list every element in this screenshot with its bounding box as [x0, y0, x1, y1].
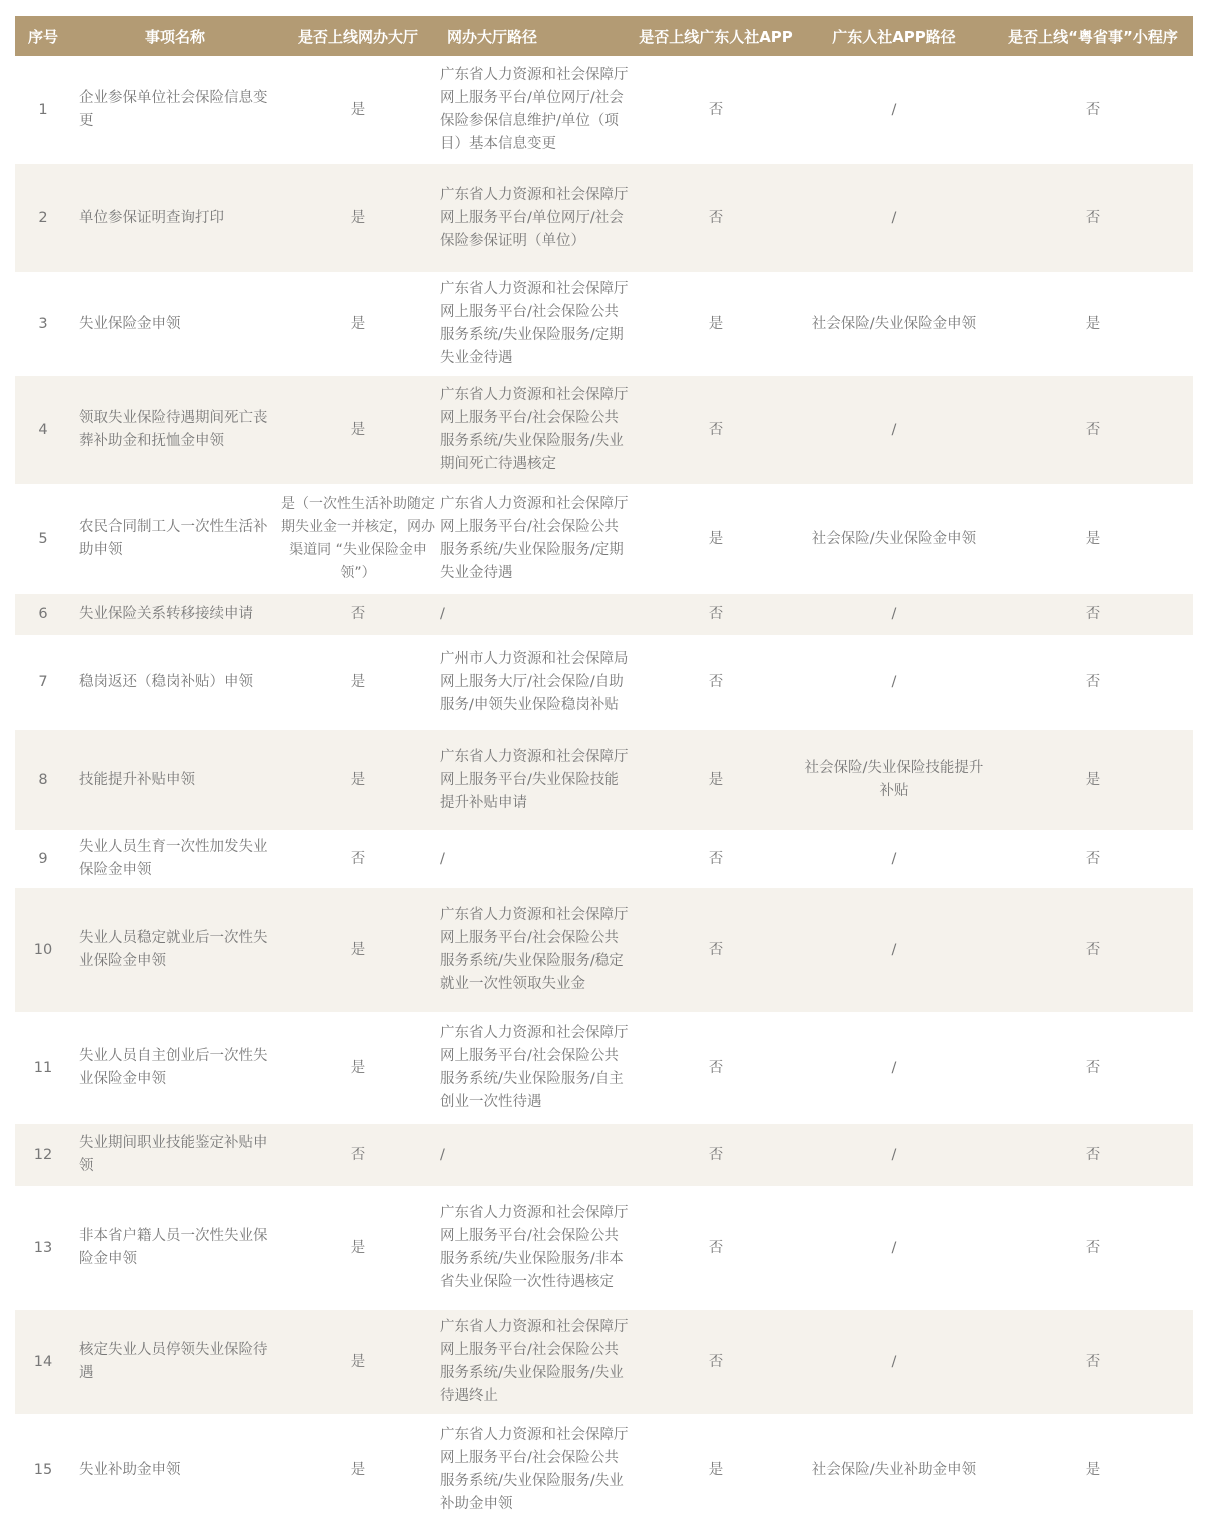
app-path: 社会保险/失业保险技能提升补贴	[795, 730, 993, 830]
hall-path: 广东省人力资源和社会保障厅网上服务平台/社会保险公共服务系统/失业保险服务/稳定就业一次性领取失业金	[437, 888, 637, 1012]
table-row	[15, 164, 1193, 272]
hall-path: 广东省人力资源和社会保障厅网上服务平台/社会保险公共服务系统/失业保险服务/失业期间死亡待遇核定	[437, 376, 637, 484]
app-status: 是	[637, 730, 795, 830]
table-row	[15, 1310, 1193, 1414]
app-status: 是	[637, 272, 795, 376]
online-hall-status: 是	[279, 56, 437, 164]
hall-path: 广东省人力资源和社会保障厅网上服务平台/失业保险技能提升补贴申请	[437, 730, 637, 830]
item-name: 失业期间职业技能鉴定补贴申领	[71, 1124, 279, 1186]
app-path: /	[795, 1310, 993, 1414]
row-index: 10	[15, 888, 71, 1012]
item-name: 单位参保证明查询打印	[71, 164, 279, 272]
hall-path: 广东省人力资源和社会保障厅网上服务平台/单位网厅/社会保险参保信息维护/单位（项目）基本信息变更	[437, 56, 637, 164]
table-row	[15, 1414, 1193, 1526]
header-hall-path: 网办大厅路径	[437, 16, 637, 56]
online-hall-status: 是	[279, 1186, 437, 1310]
mini-program-status: 否	[993, 635, 1193, 730]
online-hall-status: 是	[279, 635, 437, 730]
header-app-path: 广东人社APP路径	[795, 16, 993, 56]
row-index: 7	[15, 635, 71, 730]
app-path: /	[795, 376, 993, 484]
row-index: 11	[15, 1012, 71, 1124]
online-hall-status: 是	[279, 272, 437, 376]
online-hall-status: 是	[279, 888, 437, 1012]
hall-path: 广东省人力资源和社会保障厅网上服务平台/社会保险公共服务系统/失业保险服务/失业待遇终止	[437, 1310, 637, 1414]
app-status: 否	[637, 1124, 795, 1186]
app-status: 是	[637, 484, 795, 594]
table-row	[15, 484, 1193, 594]
mini-program-status: 否	[993, 1310, 1193, 1414]
table-row	[15, 56, 1193, 164]
item-name: 领取失业保险待遇期间死亡丧葬补助金和抚恤金申领	[71, 376, 279, 484]
mini-program-status: 否	[993, 1124, 1193, 1186]
hall-path: 广东省人力资源和社会保障厅网上服务平台/社会保险公共服务系统/失业保险服务/非本省失业保险一次性待遇核定	[437, 1186, 637, 1310]
table-row	[15, 635, 1193, 730]
hall-path: 广东省人力资源和社会保障厅网上服务平台/单位网厅/社会保险参保证明（单位）	[437, 164, 637, 272]
item-name: 失业人员生育一次性加发失业保险金申领	[71, 830, 279, 888]
app-status: 否	[637, 164, 795, 272]
header-index: 序号	[15, 16, 71, 56]
app-path: 社会保险/失业补助金申领	[795, 1414, 993, 1526]
app-path: /	[795, 830, 993, 888]
app-path: /	[795, 1012, 993, 1124]
hall-path: /	[437, 594, 637, 635]
mini-program-status: 是	[993, 730, 1193, 830]
app-status: 否	[637, 376, 795, 484]
item-name: 失业人员稳定就业后一次性失业保险金申领	[71, 888, 279, 1012]
table-row	[15, 1186, 1193, 1310]
mini-program-status: 是	[993, 272, 1193, 376]
app-path: 社会保险/失业保险金申领	[795, 484, 993, 594]
mini-program-status: 否	[993, 1186, 1193, 1310]
app-path: /	[795, 1186, 993, 1310]
row-index: 14	[15, 1310, 71, 1414]
online-hall-status: 是	[279, 730, 437, 830]
row-index: 8	[15, 730, 71, 830]
mini-program-status: 是	[993, 484, 1193, 594]
mini-program-status: 否	[993, 1012, 1193, 1124]
online-hall-status: 是	[279, 1414, 437, 1526]
mini-program-status: 否	[993, 830, 1193, 888]
app-path: /	[795, 594, 993, 635]
app-status: 否	[637, 1310, 795, 1414]
table-body	[15, 56, 1193, 1526]
table-row	[15, 376, 1193, 484]
app-status: 否	[637, 830, 795, 888]
hall-path: 广东省人力资源和社会保障厅网上服务平台/社会保险公共服务系统/失业保险服务/定期失业金待遇	[437, 272, 637, 376]
item-name: 非本省户籍人员一次性失业保险金申领	[71, 1186, 279, 1310]
table-header-row	[15, 16, 1193, 56]
row-index: 4	[15, 376, 71, 484]
item-name: 失业保险关系转移接续申请	[71, 594, 279, 635]
app-status: 是	[637, 1414, 795, 1526]
hall-path: /	[437, 830, 637, 888]
online-hall-status: 否	[279, 594, 437, 635]
table-row	[15, 888, 1193, 1012]
mini-program-status: 否	[993, 888, 1193, 1012]
row-index: 1	[15, 56, 71, 164]
online-hall-status: 否	[279, 1124, 437, 1186]
table-row	[15, 830, 1193, 888]
header-app-online: 是否上线广东人社APP	[637, 16, 795, 56]
online-hall-status: 是（一次性生活补助随定期失业金一并核定，网办渠道同 “失业保险金申领”）	[279, 484, 437, 594]
item-name: 农民合同制工人一次性生活补助申领	[71, 484, 279, 594]
row-index: 12	[15, 1124, 71, 1186]
app-status: 否	[637, 594, 795, 635]
app-status: 否	[637, 888, 795, 1012]
mini-program-status: 否	[993, 594, 1193, 635]
item-name: 失业补助金申领	[71, 1414, 279, 1526]
row-index: 3	[15, 272, 71, 376]
row-index: 2	[15, 164, 71, 272]
header-online-hall: 是否上线网办大厅	[279, 16, 437, 56]
hall-path: 广东省人力资源和社会保障厅网上服务平台/社会保险公共服务系统/失业保险服务/失业补助金申领	[437, 1414, 637, 1526]
item-name: 失业人员自主创业后一次性失业保险金申领	[71, 1012, 279, 1124]
app-status: 否	[637, 56, 795, 164]
row-index: 9	[15, 830, 71, 888]
mini-program-status: 是	[993, 1414, 1193, 1526]
app-path: /	[795, 888, 993, 1012]
mini-program-status: 否	[993, 56, 1193, 164]
app-status: 否	[637, 1186, 795, 1310]
hall-path: /	[437, 1124, 637, 1186]
hall-path: 广东省人力资源和社会保障厅网上服务平台/社会保险公共服务系统/失业保险服务/自主创业一次性待遇	[437, 1012, 637, 1124]
online-hall-status: 是	[279, 164, 437, 272]
table-row	[15, 730, 1193, 830]
online-hall-status: 是	[279, 1310, 437, 1414]
app-status: 否	[637, 1012, 795, 1124]
table-row	[15, 1012, 1193, 1124]
services-table	[15, 16, 1193, 1526]
item-name: 企业参保单位社会保险信息变更	[71, 56, 279, 164]
app-path: /	[795, 56, 993, 164]
header-mini-program: 是否上线“粤省事”小程序	[993, 16, 1193, 56]
item-name: 稳岗返还（稳岗补贴）申领	[71, 635, 279, 730]
online-hall-status: 是	[279, 376, 437, 484]
header-item-name: 事项名称	[71, 16, 279, 56]
app-path: /	[795, 164, 993, 272]
table-row	[15, 594, 1193, 635]
app-status: 否	[637, 635, 795, 730]
row-index: 13	[15, 1186, 71, 1310]
app-path: /	[795, 635, 993, 730]
app-path: 社会保险/失业保险金申领	[795, 272, 993, 376]
table-row	[15, 272, 1193, 376]
mini-program-status: 否	[993, 164, 1193, 272]
table-row	[15, 1124, 1193, 1186]
item-name: 技能提升补贴申领	[71, 730, 279, 830]
mini-program-status: 否	[993, 376, 1193, 484]
app-path: /	[795, 1124, 993, 1186]
online-hall-status: 是	[279, 1012, 437, 1124]
hall-path: 广东省人力资源和社会保障厅网上服务平台/社会保险公共服务系统/失业保险服务/定期失业金待遇	[437, 484, 637, 594]
item-name: 核定失业人员停领失业保险待遇	[71, 1310, 279, 1414]
item-name: 失业保险金申领	[71, 272, 279, 376]
row-index: 15	[15, 1414, 71, 1526]
hall-path: 广州市人力资源和社会保障局网上服务大厅/社会保险/自助服务/申领失业保险稳岗补贴	[437, 635, 637, 730]
row-index: 5	[15, 484, 71, 594]
row-index: 6	[15, 594, 71, 635]
online-hall-status: 否	[279, 830, 437, 888]
